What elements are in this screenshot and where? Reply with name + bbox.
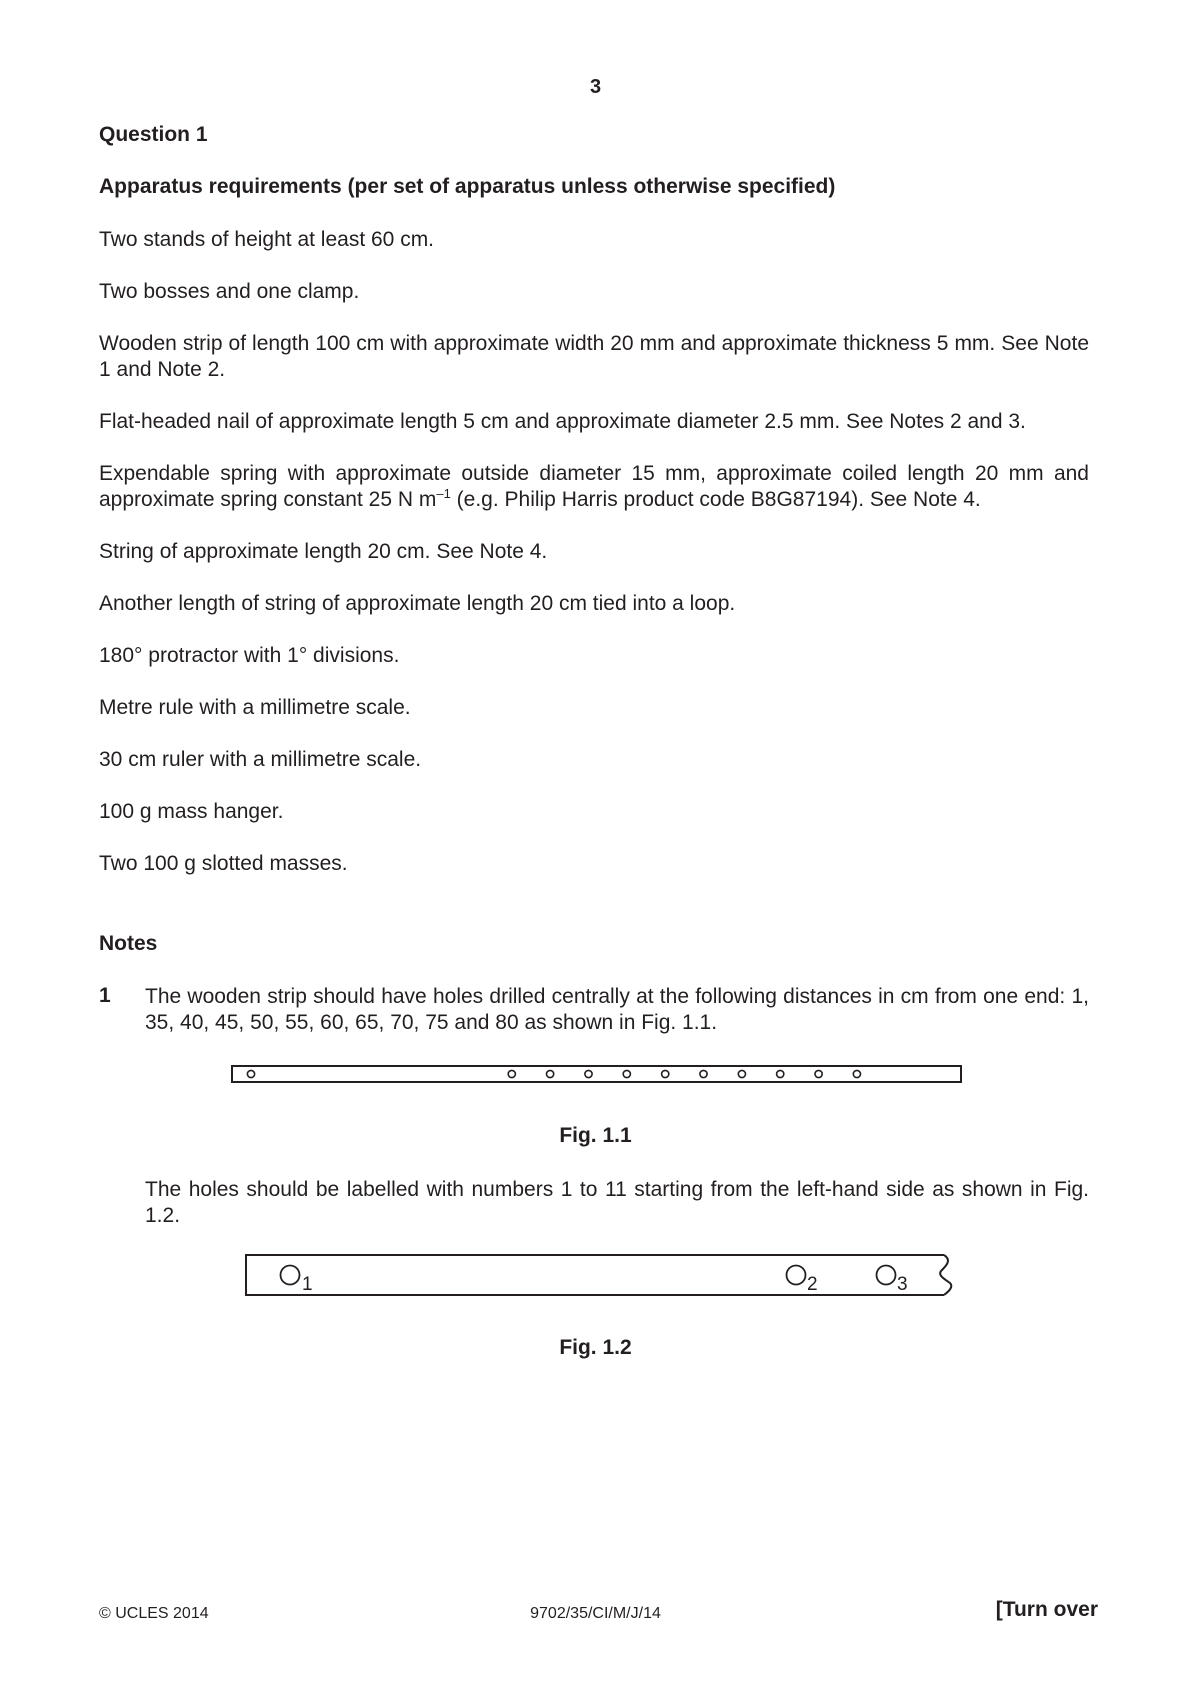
apparatus-item-bosses: Two bosses and one clamp. [99, 280, 360, 303]
turn-over: [Turn over [995, 1598, 1098, 1621]
apparatus-item-string: String of approximate length 20 cm. See Note 4. [99, 540, 548, 563]
strip-hole-3 [547, 1070, 554, 1077]
strip-hole-2 [508, 1070, 515, 1077]
hole-1 [281, 1266, 300, 1285]
apparatus-heading: Apparatus requirements (per set of apparatus unless otherwise specified) [99, 175, 836, 198]
hole-label-3: 3 [897, 1274, 908, 1295]
strip-hole-1 [247, 1070, 254, 1077]
apparatus-item-slotted-masses: Two 100 g slotted masses. [99, 852, 348, 875]
apparatus-item-ruler: 30 cm ruler with a millimetre scale. [99, 748, 422, 771]
page-number: 3 [589, 76, 602, 98]
apparatus-item-metre-rule: Metre rule with a millimetre scale. [99, 696, 411, 719]
strip-hole-9 [777, 1070, 784, 1077]
strip-hole-5 [623, 1070, 630, 1077]
strip-hole-8 [738, 1070, 745, 1077]
hole-2 [787, 1266, 806, 1285]
strip-hole-7 [700, 1070, 707, 1077]
apparatus-item-stands: Two stands of height at least 60 cm. [99, 228, 435, 251]
note-1-text: The wooden strip should have holes drilled centrally at the following distances in cm from one end: 1, 35, 40, 45, 50, 55, 60, 65, 70, 75 and 80 as shown in Fig. 1.1. [145, 985, 1089, 1034]
fig-1-1-caption: Fig. 1.1 [559, 1124, 632, 1147]
strip-section-outline [246, 1255, 944, 1295]
hole-3 [877, 1266, 896, 1285]
spring-exponent: –1 [436, 486, 451, 501]
hole-label-1: 1 [302, 1274, 313, 1295]
hole-label-2: 2 [807, 1274, 818, 1295]
apparatus-item-wooden-strip: Wooden strip of length 100 cm with approximate width 20 mm and approximate thickness 5 mm. See Note 1 and Note 2. [99, 332, 1089, 381]
strip-hole-11 [853, 1070, 860, 1077]
footer-code: 9702/35/CI/M/J/14 [530, 1605, 661, 1622]
strip-hole-10 [815, 1070, 822, 1077]
apparatus-item-string-loop: Another length of string of approximate length 20 cm tied into a loop. [99, 592, 736, 615]
fig-1-1-diagram [0, 1060, 1191, 1090]
fig-1-2-caption: Fig. 1.2 [559, 1336, 632, 1359]
question-title: Question 1 [99, 123, 208, 146]
wooden-strip-outline [232, 1066, 961, 1082]
notes-heading: Notes [99, 932, 158, 955]
fig-1-2-diagram [0, 1250, 1191, 1300]
note-number: 1 [99, 984, 111, 1007]
note-1-text-2: The holes should be labelled with numbers 1 to 11 starting from the left-hand side as shown in Fig. 1.2. [145, 1178, 1089, 1227]
spring-text-end: (e.g. Philip Harris product code B8G87194). See Note 4. [450, 488, 981, 511]
apparatus-item-nail: Flat-headed nail of approximate length 5 cm and approximate diameter 2.5 mm. See Notes 2 and 3. [99, 410, 1026, 433]
break-mark [940, 1255, 951, 1295]
apparatus-item-protractor: 180° protractor with 1° divisions. [99, 644, 400, 667]
apparatus-item-mass-hanger: 100 g mass hanger. [99, 800, 284, 823]
fig-1-1-holes [247, 1070, 860, 1077]
apparatus-item-spring [99, 461, 1089, 513]
strip-hole-6 [662, 1070, 669, 1077]
spring-text: Expendable spring with approximate outside diameter 15 mm, approximate coiled length 20 mm and approximate spring constant 25 N m [99, 462, 1089, 511]
footer-copyright: © UCLES 2014 [99, 1605, 209, 1622]
strip-hole-4 [585, 1070, 592, 1077]
